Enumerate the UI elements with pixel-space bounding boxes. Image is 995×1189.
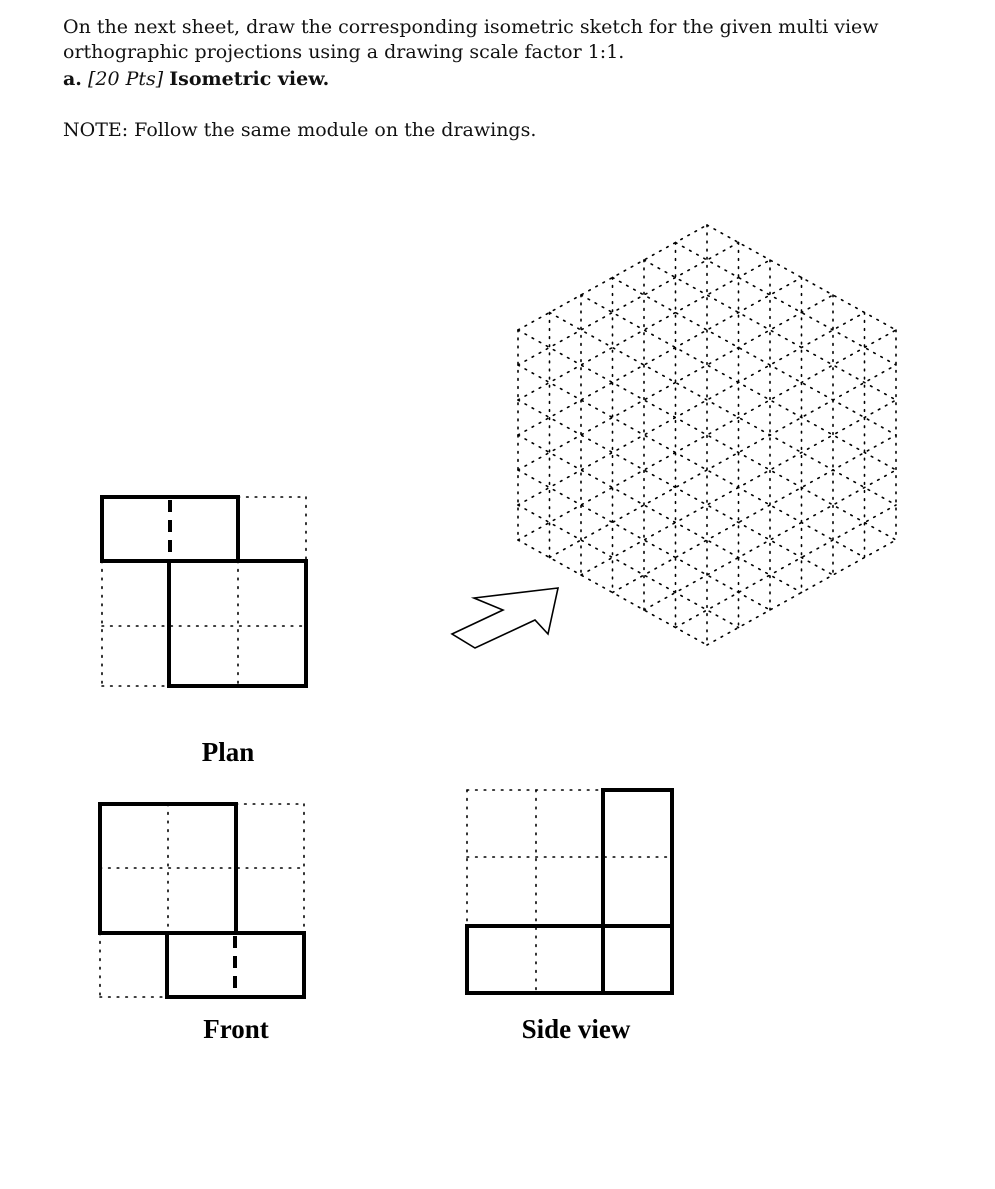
front-view	[100, 804, 304, 997]
direction-arrow-icon	[452, 588, 558, 648]
side-view	[467, 790, 672, 993]
plan-label: Plan	[201, 737, 255, 767]
plan-view	[102, 497, 306, 686]
part-title: Isometric view.	[169, 68, 330, 90]
note-text: NOTE: Follow the same module on the drawings.	[63, 119, 537, 141]
part-letter: a.	[63, 68, 82, 90]
isometric-dot-grid	[518, 225, 896, 645]
part-points: [20 Pts]	[87, 68, 164, 90]
instruction-text: On the next sheet, draw the corresponding isometric sketch for the given multi view orthographic projections using a drawing scale factor 1:1.	[63, 16, 879, 63]
front-label: Front	[203, 1014, 269, 1044]
side-view-label: Side view	[521, 1014, 631, 1044]
